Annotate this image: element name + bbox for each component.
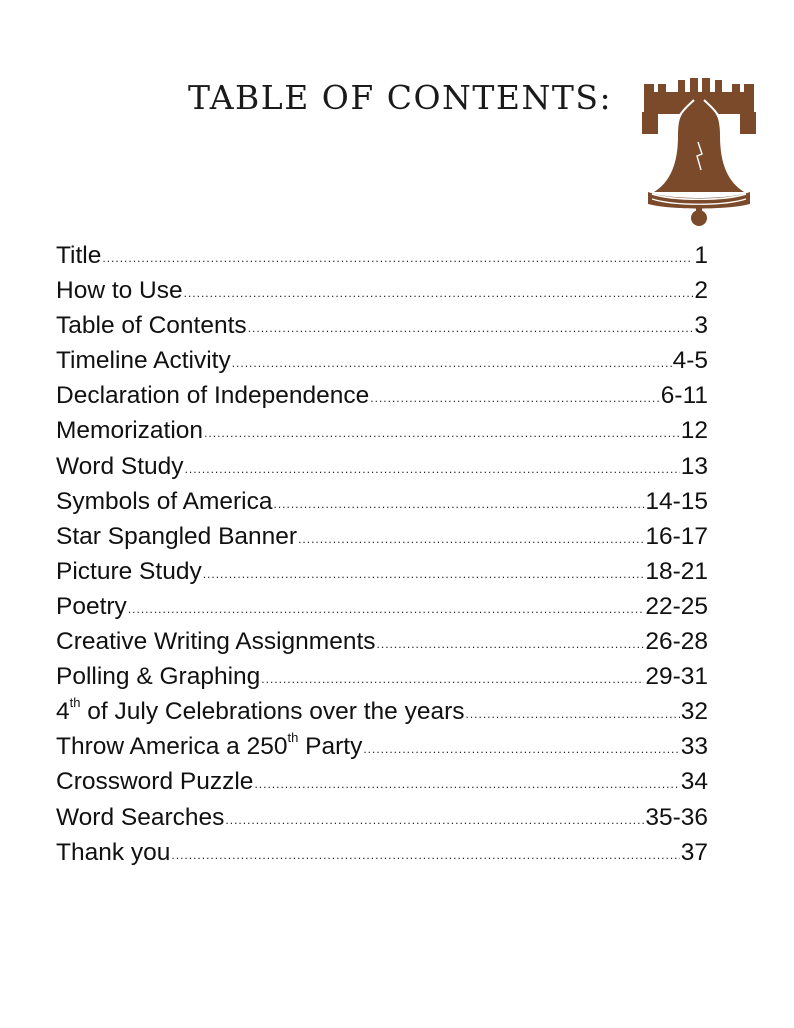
toc-dot-leader xyxy=(254,767,679,802)
toc-entry-label xyxy=(56,449,184,484)
toc-entry xyxy=(56,308,708,343)
toc-dot-leader xyxy=(248,311,694,346)
toc-dot-leader xyxy=(171,838,679,873)
toc-entry xyxy=(56,835,708,870)
toc-entry-label xyxy=(56,554,202,589)
toc-dot-leader xyxy=(232,346,672,381)
toc-entry-label-text: Title xyxy=(56,242,102,269)
toc-entry xyxy=(56,589,708,624)
toc-entry-label-text: Table of Contents xyxy=(56,312,247,340)
toc-dot-leader xyxy=(102,241,693,276)
toc-dot-leader xyxy=(225,803,644,838)
toc-entry-label-text: Timeline Activity xyxy=(56,347,231,375)
toc-dot-leader xyxy=(203,557,645,592)
toc-entry-page: 3 xyxy=(694,312,708,340)
toc-entry-label xyxy=(56,378,369,413)
toc-entry-page: 18-21 xyxy=(645,557,708,585)
toc-entry-label xyxy=(56,238,101,273)
toc-entry xyxy=(56,343,708,378)
toc-entry-label-text: Memorization xyxy=(56,417,204,445)
toc-entry-page: 35-36 xyxy=(645,803,708,831)
toc-entry-label xyxy=(56,519,297,554)
toc-entry-page: 22-25 xyxy=(645,592,708,620)
toc-entry-label xyxy=(56,764,253,799)
table-of-contents-list xyxy=(56,238,708,870)
toc-dot-leader xyxy=(363,732,679,767)
toc-entry-label xyxy=(56,659,260,694)
toc-entry-label xyxy=(56,589,127,624)
toc-dot-leader xyxy=(204,416,680,451)
toc-entry-superscript: th xyxy=(287,730,299,746)
toc-entry-label-text: Throw America a 250 xyxy=(56,733,288,761)
toc-entry-page: 12 xyxy=(680,417,708,445)
toc-entry-page: 4-5 xyxy=(672,347,708,375)
toc-entry-page: 2 xyxy=(694,277,708,305)
toc-entry-label-text: Crossword Puzzle xyxy=(56,768,254,796)
toc-entry-label-text: Poetry xyxy=(56,592,127,620)
toc-entry-label xyxy=(56,308,247,343)
toc-entry-page: 29-31 xyxy=(645,663,708,691)
toc-entry xyxy=(56,694,708,729)
toc-entry-page: 13 xyxy=(680,452,708,480)
liberty-bell-icon xyxy=(640,78,758,228)
toc-entry-page: 34 xyxy=(680,768,708,796)
toc-entry-label-text: Thank you xyxy=(56,838,171,866)
toc-dot-leader xyxy=(274,487,645,522)
toc-entry xyxy=(56,238,708,273)
toc-entry-label-text: Party xyxy=(298,733,363,761)
toc-entry xyxy=(56,413,708,448)
toc-entry-page: 6-11 xyxy=(660,382,708,410)
toc-entry xyxy=(56,484,708,519)
toc-entry xyxy=(56,519,708,554)
toc-entry-page: 33 xyxy=(680,733,708,761)
toc-dot-leader xyxy=(466,697,680,732)
toc-dot-leader xyxy=(298,522,644,557)
toc-entry-label xyxy=(56,729,362,764)
toc-dot-leader xyxy=(377,627,645,662)
toc-entry-label xyxy=(56,800,224,835)
toc-entry-label-text: Polling & Graphing xyxy=(56,663,261,691)
toc-entry xyxy=(56,624,708,659)
toc-entry-label-text: Declaration of Independence xyxy=(56,382,370,410)
toc-entry xyxy=(56,764,708,799)
toc-entry xyxy=(56,659,708,694)
toc-entry xyxy=(56,729,708,764)
toc-entry-label-text: 4 xyxy=(56,698,70,726)
toc-dot-leader xyxy=(185,452,680,487)
toc-entry-page: 37 xyxy=(680,838,708,866)
toc-dot-leader xyxy=(370,381,659,416)
toc-entry-label xyxy=(56,273,183,308)
toc-entry-label xyxy=(56,484,273,519)
toc-entry-label xyxy=(56,343,231,378)
toc-entry-label-text: Word Study xyxy=(56,452,184,480)
toc-entry-label-text: Word Searches xyxy=(56,803,225,831)
toc-entry-label-text: Symbols of America xyxy=(56,487,273,515)
toc-entry xyxy=(56,273,708,308)
toc-entry-superscript: th xyxy=(69,695,81,711)
toc-entry-page: 1 xyxy=(694,242,708,269)
toc-entry-page: 32 xyxy=(680,698,708,726)
toc-entry-label xyxy=(56,835,170,870)
toc-entry xyxy=(56,378,708,413)
toc-entry-page: 16-17 xyxy=(645,522,708,550)
toc-entry-page: 14-15 xyxy=(645,487,708,515)
toc-dot-leader xyxy=(261,662,644,697)
toc-entry-page: 26-28 xyxy=(645,628,708,656)
toc-entry-label-text: Picture Study xyxy=(56,557,202,585)
toc-dot-leader xyxy=(184,276,694,311)
toc-entry-label-text: Star Spangled Banner xyxy=(56,522,298,550)
toc-entry-label xyxy=(56,694,465,729)
toc-entry-label-text: How to Use xyxy=(56,277,183,305)
toc-dot-leader xyxy=(128,592,645,627)
page-title: TABLE OF CONTENTS: xyxy=(188,78,613,117)
toc-entry-label-text: of July Celebrations over the years xyxy=(80,698,465,726)
toc-entry xyxy=(56,449,708,484)
toc-entry xyxy=(56,800,708,835)
toc-entry-label xyxy=(56,624,376,659)
toc-entry-label-text: Creative Writing Assignments xyxy=(56,628,376,656)
toc-entry xyxy=(56,554,708,589)
toc-entry-label xyxy=(56,413,203,448)
